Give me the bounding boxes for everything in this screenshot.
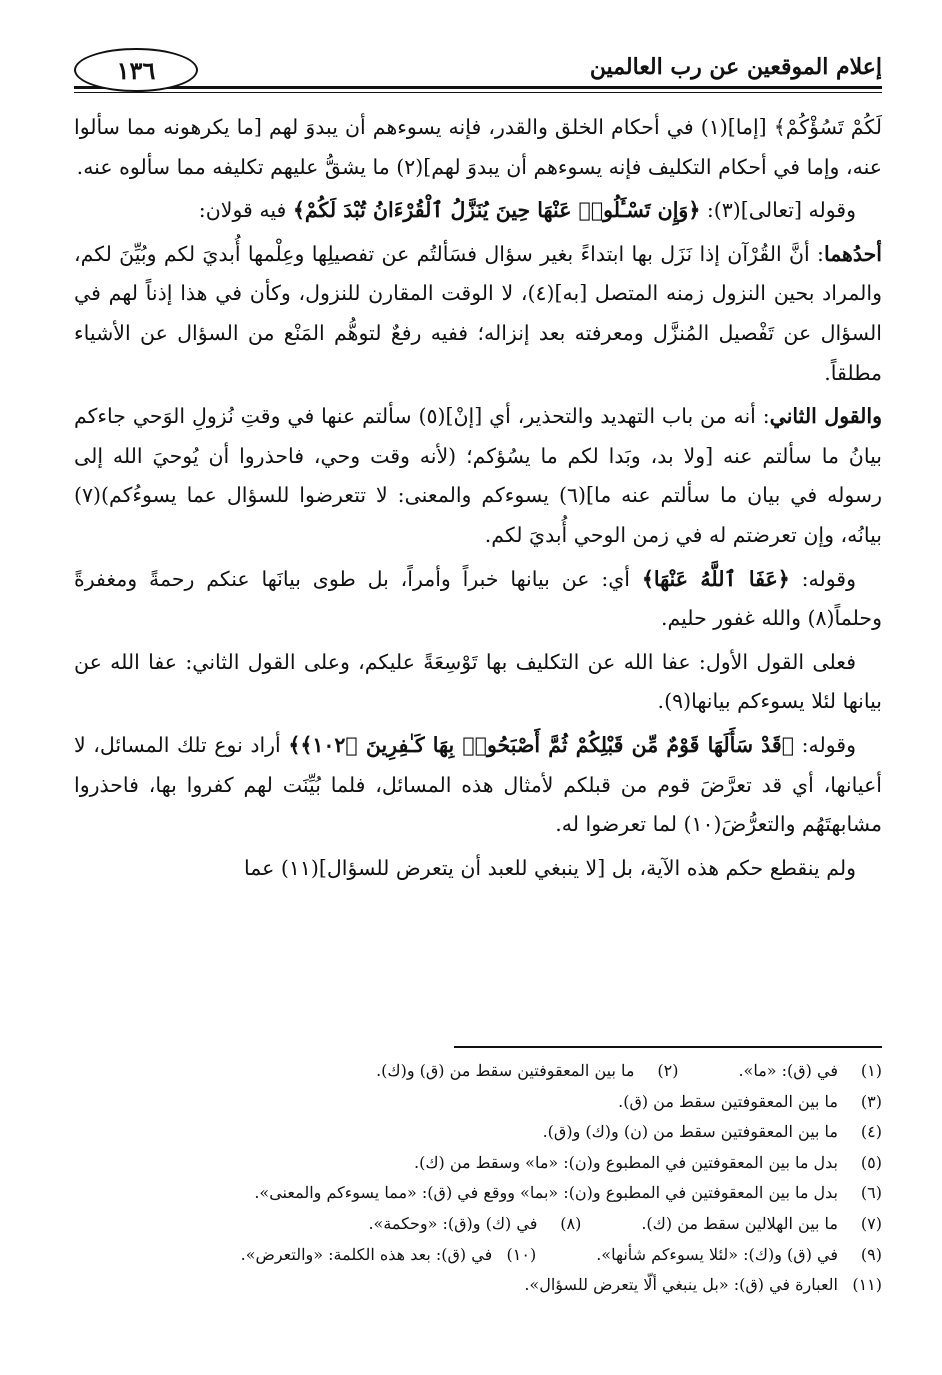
paragraph-2 [74,191,882,231]
footnote-text: بدل ما بين المعقوفتين في المطبوع و(ن): «ما» وسقط من (ك). [414,1152,838,1172]
footnote-number: (٤) [860,1122,882,1142]
footnote-text: ما بين المعقوفتين سقط من (ن) و(ك) و(ق). [542,1122,838,1142]
footnote-text: العبارة في (ق): «بل ينبغي ألّا يتعرض للسؤال». [524,1275,838,1295]
paragraph-3 [74,235,882,393]
footnote-number: (٢) [657,1061,679,1080]
paragraph-1: لَكُمْ تَسُؤْكُمْ﴾ [إما](١) في أحكام الخلق والقدر، فإنه يسوءهم أن يبدوَ لهم [ما يكرهونه مما سألوا عنه، وإما في أحكام التكليف فإنه يسوءهم أن يبدوَ لهم](٢) ما يشقُّ عليهم تكليفه مما سألوه عنه. [74,115,882,179]
footnote-number: (٧) [860,1213,882,1233]
footnote-text: بدل ما بين المعقوفتين في المطبوع و(ن): «بما» ووقع في (ق): «مما يسوءكم والمعنى». [254,1183,838,1203]
footnote-text: في (ق): «ما». [738,1061,838,1080]
page-header [74,48,882,98]
first-opinion-text: : أنَّ القُرْآن إذا نَزَل بها ابتداءً بغير سؤال فسَألتُم عن تفصيلِها وعِلْمها أُبديَ لكم وبُيِّنَ لكم، والمراد بحين النزول زمنه المتصل [به](٤)، لا الوقت المقارن للنزول، وكأن في هذا إذناً لهم في السؤال عن تَفْصيل المُنزَّل ومعرفته بعد إنزاله؛ ففيه رفعٌ لتوهُّم المَنْع من السؤال عن الأشياء مطلقاً. [74,241,882,385]
footnote-text: في (ق): بعد هذه الكلمة: «والتعرض». [240,1244,493,1264]
paragraph-6: فعلى القول الأول: عفا الله عن التكليف بها تَوْسِعَةً عليكم، وعلى القول الثاني: عفا الله عن بيانها لئلا يسوءكم بيانها(٩). [74,649,882,714]
footnote-number: (٣) [860,1091,882,1111]
footnote-line-7 [74,1209,882,1240]
quran-verse-2: ﴿عَفَا ٱللَّهُ عَنْهَا﴾ [641,566,790,591]
paragraph-7-tail: أراد نوع تلك المسائل، لا أعيانها، أي قد تعرَّضَ قوم من قبلكم لأمثال هذه المسائل، فلما بُيِّنَت لهم كفروا بها، فاحذروا مشابهتَهُم والتعرُّضَ(١٠) لما تعرضوا له. [74,732,882,837]
header-rule-thin [74,92,882,93]
footnote-number: (٥) [860,1152,882,1172]
footnote-number: (١١) [852,1275,882,1295]
footnote-number: (١٠) [506,1244,537,1264]
quran-verse-3: ﴿قَدْ سَأَلَهَا قَوْمٌ مِّن قَبْلِكُمْ ثُمَّ أَصْبَحُوا۟ بِهَا كَـٰفِرِينَ ﴿١٠٢﴾﴾ [288,732,795,757]
paragraph-5 [74,560,882,639]
main-text [74,108,882,892]
footnote-number: (١) [860,1061,882,1080]
first-opinion-heading: أحدُهما [823,241,882,266]
second-opinion-heading: والقول الثاني [769,404,882,429]
footnotes [74,1056,882,1301]
footnote-number: (٦) [860,1183,882,1203]
paragraph-2-intro: وقوله [تعالى](٣): [700,198,856,223]
paragraph-5-intro: وقوله: [789,566,857,591]
footnote-text: ما بين المعقوفتين سقط من (ق). [618,1091,838,1111]
footnote-text: ما بين الهلالين سقط من (ك). [641,1213,838,1233]
quran-verse-1: ﴿وَإِن تَسْـَٔلُوا۟ عَنْهَا حِينَ يُنَزَّلُ ٱلْقُرْءَانُ تُبْدَ لَكُمْ﴾ [292,198,701,223]
header-rule-thick [74,86,882,89]
footnote-text: ما بين المعقوفتين سقط من (ق) و(ك). [376,1061,635,1080]
footnote-number: (٩) [860,1244,882,1264]
paragraph-7-intro: وقوله: [794,732,857,757]
running-title: إعلام الموقعين عن رب العالمين [589,54,882,80]
paragraph-8: ولم ينقطع حكم هذه الآية، بل [لا ينبغي للعبد أن يتعرض للسؤال](١١) عما [244,855,856,880]
footnote-line-3 [74,1087,882,1118]
footnote-number: (٨) [560,1213,582,1233]
paragraph-5-tail: أي: عن بيانها خبراً وأمراً، بل طوى بيانَها عنكم رحمةً ومغفرةً وحلماً(٨) والله غفور حليم. [74,566,882,631]
footnote-divider [454,1046,882,1048]
paragraph-4 [74,397,882,555]
footnote-line-9 [74,1240,882,1271]
footnote-line-11 [74,1270,882,1301]
paragraph-2-tail: فيه قولان: [198,198,293,223]
second-opinion-text: : أنه من باب التهديد والتحذير، أي [إنْ](٥) سألتم عنها في وقتِ نُزولِ الوَحي جاءكم بيانُ ما سألتم عنه [ولا بد، وبَدا لكم ما يسُؤكم؛ (لأنه وقت وحي، فاحذروا أن يُوحيَ الله إلى رسوله في بيان ما سألتم عنه ما](٦) يسوءكم والمعنى: لا تتعرضوا للسؤال عما يسوءُكم)(٧) بيانُه، وإن تعرضتم له في زمن الوحي أُبديَ لكم. [74,404,883,547]
page-number-badge: ١٣٦ [74,48,198,92]
footnote-line-6 [74,1178,882,1209]
footnote-line-1 [74,1056,882,1087]
paragraph-7 [74,726,882,845]
footnote-line-4 [74,1117,882,1148]
footnote-text: في (ك) و(ق): «وحكمة». [368,1213,538,1233]
footnote-text: في (ق) و(ك): «لئلا يسوءكم شأنها». [596,1244,838,1264]
footnote-line-5 [74,1148,882,1179]
